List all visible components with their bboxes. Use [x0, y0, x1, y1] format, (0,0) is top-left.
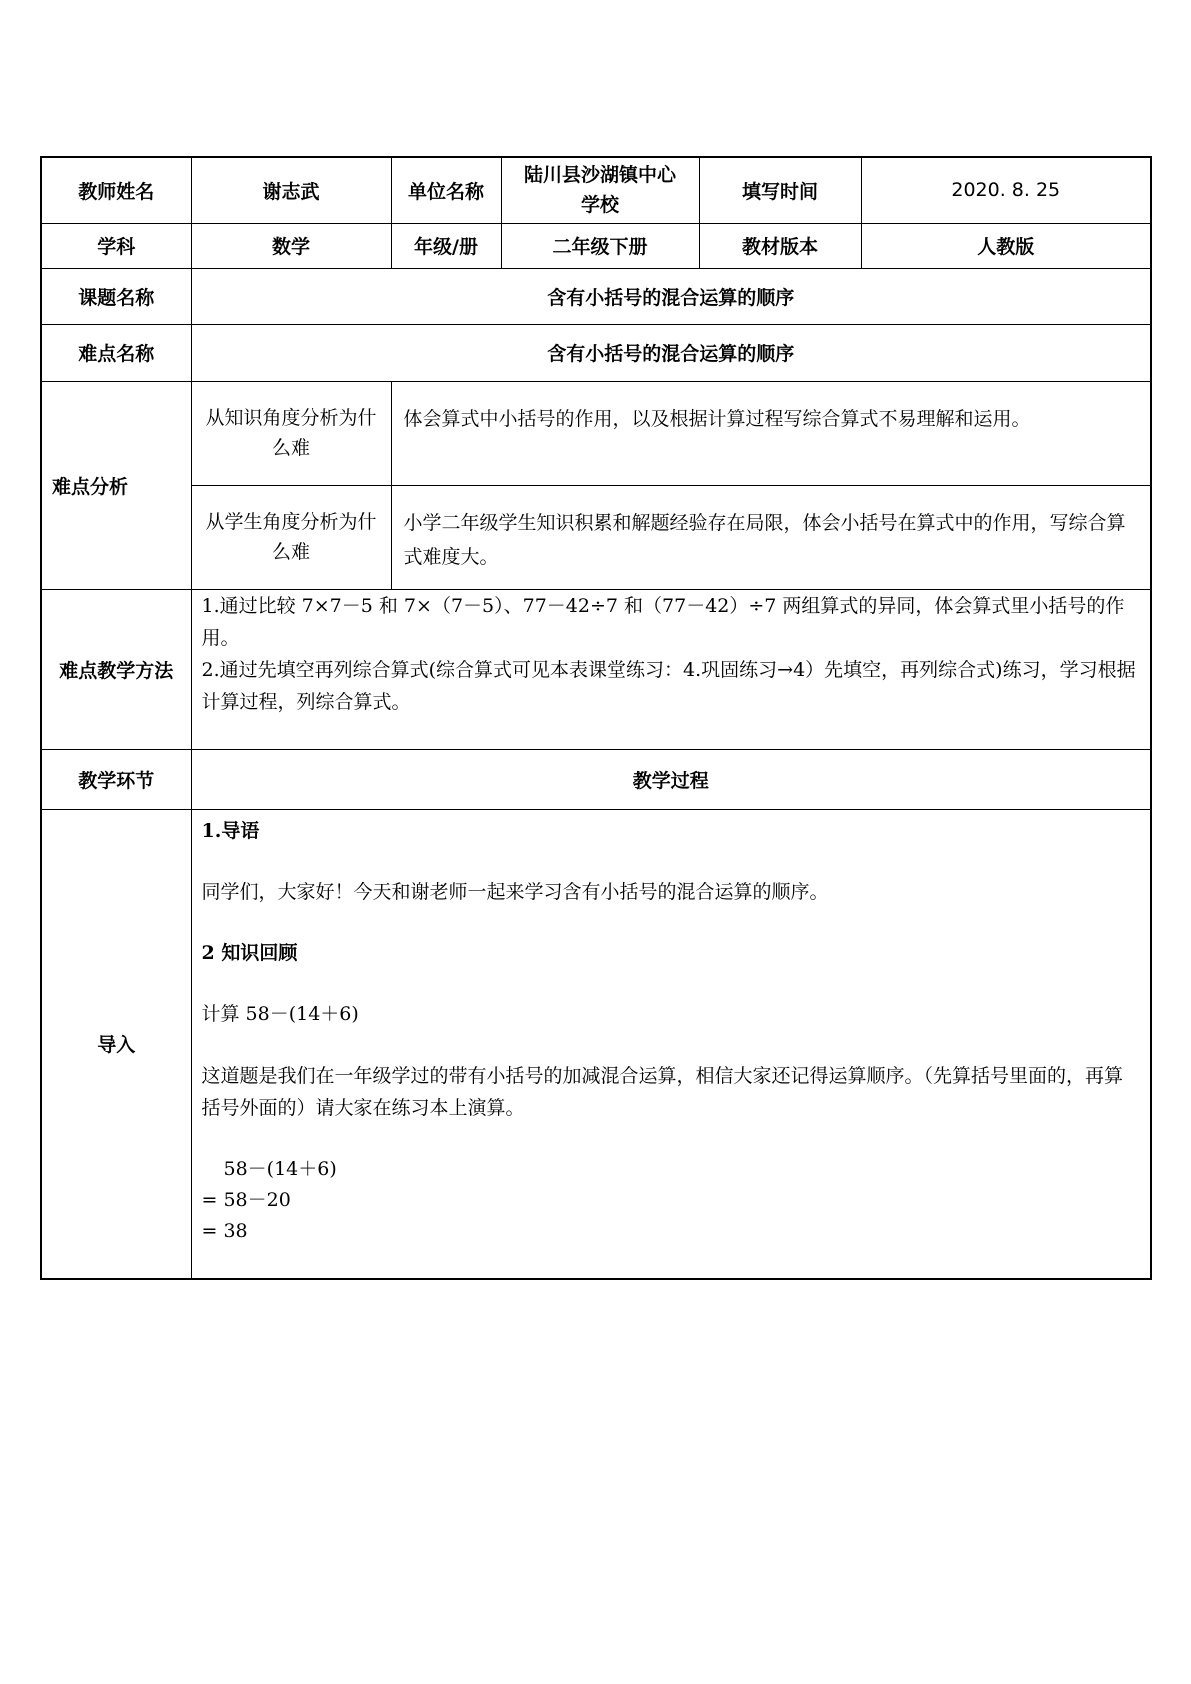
- method-label: 难点教学方法: [41, 589, 191, 749]
- calc-step-3: = 38: [201, 1219, 248, 1242]
- method-row: [41, 589, 1151, 749]
- student-angle-label: 从学生角度分析为什么难: [191, 485, 391, 589]
- edition-value: 人教版: [861, 223, 1151, 268]
- intro-process: [191, 809, 1151, 1279]
- topic-value: 含有小括号的混合运算的顺序: [191, 268, 1151, 324]
- calc-explanation: 这道题是我们在一年级学过的带有小括号的加减混合运算，相信大家还记得运算顺序。（先算括号里面的，再算括号外面的）请大家在练习本上演算。: [201, 1064, 1124, 1119]
- fill-date-value: 2020. 8. 25: [861, 157, 1151, 223]
- lesson-plan-table: [40, 156, 1152, 1280]
- knowledge-angle-text: 体会算式中小括号的作用，以及根据计算过程写综合算式不易理解和运用。: [391, 381, 1151, 485]
- calc-prompt: 计算 58－(14＋6): [201, 1002, 359, 1025]
- unit-name-value: 陆川县沙湖镇中心学校: [501, 157, 699, 223]
- process-header-row: [41, 749, 1151, 809]
- method-content: [191, 589, 1151, 749]
- difficulty-label: 难点名称: [41, 324, 191, 381]
- topic-row: [41, 268, 1151, 324]
- method-item-1: 1.通过比较 7×7－5 和 7×（7－5）、77－42÷7 和（77－42）÷7 两组算式的异同，体会算式里小括号的作用。: [201, 594, 1125, 649]
- grade-value: 二年级下册: [501, 223, 699, 268]
- difficulty-row: [41, 324, 1151, 381]
- method-item-2: 2.通过先填空再列综合算式(综合算式可见本表课堂练习：4.巩固练习→4）先填空，再列综合式)练习，学习根据计算过程，列综合算式。: [201, 658, 1136, 713]
- header-row-2: [41, 223, 1151, 268]
- intro-stage: 导入: [41, 809, 191, 1279]
- intro-heading-2: 2 知识回顾: [201, 941, 298, 964]
- calc-step-2: = 58－20: [201, 1188, 291, 1211]
- intro-greeting: 同学们，大家好！今天和谢老师一起来学习含有小括号的混合运算的顺序。: [201, 880, 829, 903]
- analysis-label: 难点分析: [41, 381, 191, 589]
- subject-value: 数学: [191, 223, 391, 268]
- intro-row: [41, 809, 1151, 1279]
- analysis-row-knowledge: [41, 381, 1151, 485]
- knowledge-angle-label: 从知识角度分析为什么难: [191, 381, 391, 485]
- process-header: 教学过程: [191, 749, 1151, 809]
- difficulty-value: 含有小括号的混合运算的顺序: [191, 324, 1151, 381]
- fill-date-label: 填写时间: [699, 157, 861, 223]
- student-angle-text: 小学二年级学生知识积累和解题经验存在局限，体会小括号在算式中的作用，写综合算式难度大。: [391, 485, 1151, 589]
- teacher-name-value: 谢志武: [191, 157, 391, 223]
- topic-label: 课题名称: [41, 268, 191, 324]
- analysis-row-student: [41, 485, 1151, 589]
- header-row-1: [41, 157, 1151, 223]
- teacher-name-label: 教师姓名: [41, 157, 191, 223]
- stage-header: 教学环节: [41, 749, 191, 809]
- unit-name-label: 单位名称: [391, 157, 501, 223]
- calc-step-1: 58－(14＋6): [223, 1157, 337, 1180]
- edition-label: 教材版本: [699, 223, 861, 268]
- subject-label: 学科: [41, 223, 191, 268]
- intro-heading-1: 1.导语: [201, 819, 260, 842]
- grade-label: 年级/册: [391, 223, 501, 268]
